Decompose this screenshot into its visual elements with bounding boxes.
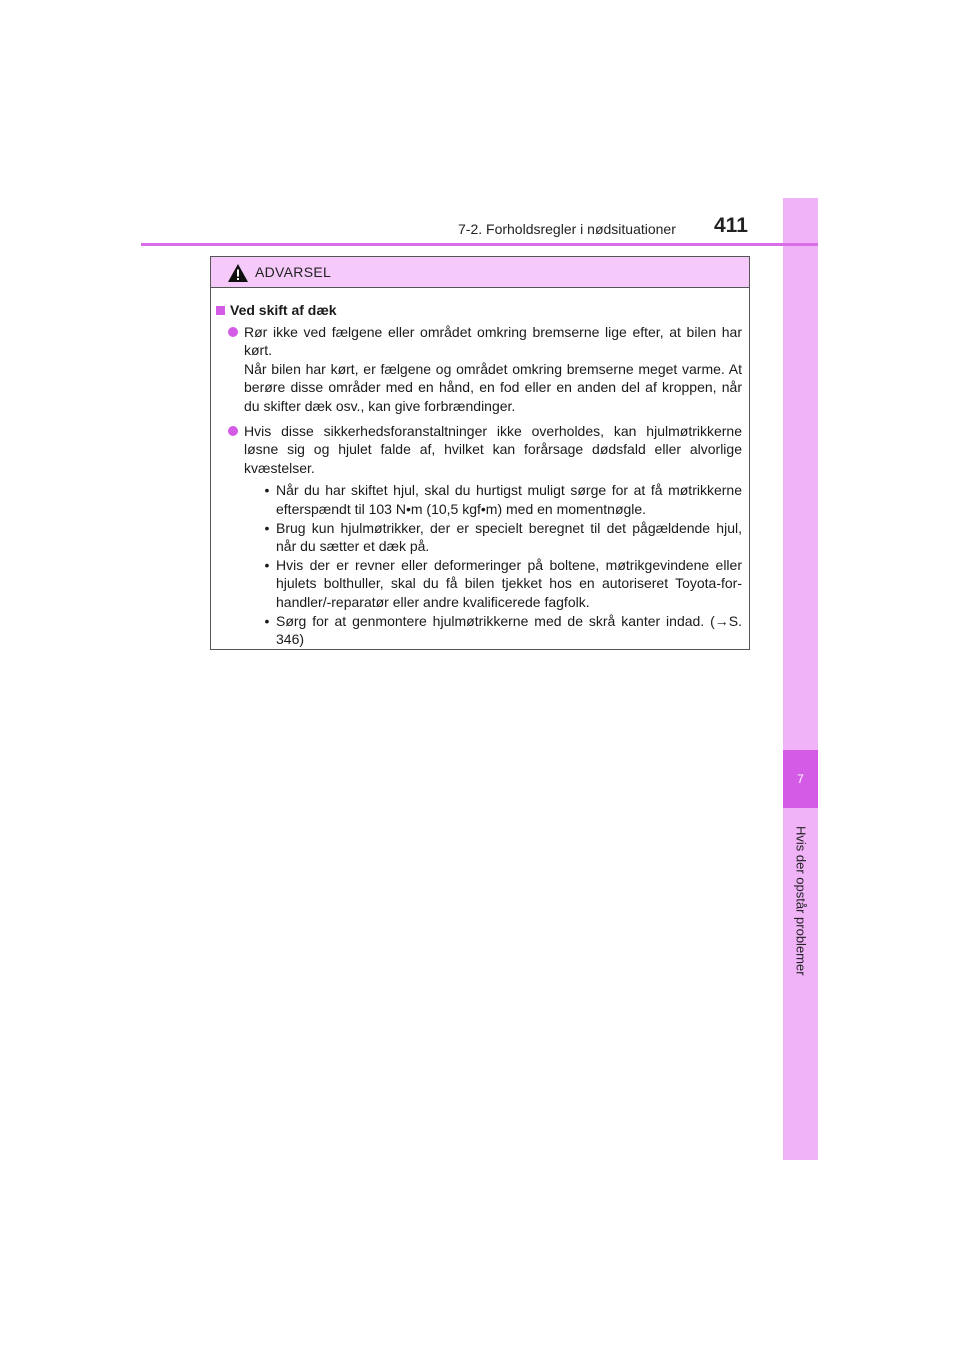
sub-item-text: Brug kun hjulmøtrikker, der er specielt beregnet til det pågældende hjul, når du sætter et dæk på. xyxy=(276,519,742,555)
sub-item: • Sørg for at genmontere hjulmøtrikkerne med de skrå kanter indad. (→S. 346) xyxy=(264,612,742,648)
circle-bullet-icon xyxy=(228,426,238,436)
sub-item: • Brug kun hjulmøtrikker, der er specielt beregnet til det pågældende hjul, når du sætter et dæk på. xyxy=(264,519,742,555)
chapter-side-tab xyxy=(783,198,818,1160)
page-number: 411 xyxy=(714,214,748,237)
section-title-text: Ved skift af dæk xyxy=(230,302,337,318)
bullet-item xyxy=(216,422,742,649)
chapter-title-text: Hvis der opstår problemer xyxy=(793,826,808,976)
sub-item-text: Når du har skiftet hjul, skal du hurtigst muligt sørge for at få møtrikkerne efterspændt til 103 N•m (10,5 kgf•m) med en momentnøgle. xyxy=(276,482,742,517)
sub-item-text: Sørg for at genmontere hjulmøtrikkerne med de skrå kanter indad. (→S. 346) xyxy=(276,612,742,648)
sub-list xyxy=(258,481,742,648)
warning-label: ADVARSEL xyxy=(255,264,332,280)
circle-bullet-icon xyxy=(228,327,238,337)
bullet-text: Rør ikke ved fælgene eller området omkring bremserne lige efter, at bilen har kørt. xyxy=(244,323,742,359)
bullet-text: Hvis disse sikkerhedsforanstaltninger ikke overholdes, kan hjulmøtrikkerne løsne sig og hjulet falde af, hvilket kan forårsage dødsfald eller alvorlige kvæstelser. xyxy=(244,422,742,476)
chapter-number: 7 xyxy=(783,750,818,808)
warning-body xyxy=(211,288,749,649)
bullet-item xyxy=(216,323,742,416)
sub-item: • Når du har skiftet hjul, skal du hurtigst muligt sørge for at få møtrikkerne efterspændt til 103 N•m (10,5 kgf•m) med en momentnøgle. xyxy=(264,482,742,517)
header-section-title: 7-2. Forholdsregler i nødsituationer xyxy=(458,221,676,237)
bullet-text: Når bilen har kørt, er fælgene og området omkring bremserne meget varme. At berøre disse områder med en hånd, en fod eller en anden del af kroppen, når du skifter dæk osv., kan give forbrændinger. xyxy=(244,360,742,414)
sub-item-text: Hvis der er revner eller deformeringer på boltene, møtrikgevindene eller hjulets bolthuller, skal du få bilen tjekket hos en autoriseret Toyota-for-handler/-reparatør eller andre kvalificerede fagfolk. xyxy=(276,556,742,610)
section-title xyxy=(216,301,742,320)
square-bullet-icon xyxy=(216,306,225,315)
header-rule xyxy=(141,243,818,246)
chapter-title xyxy=(783,826,818,1046)
warning-triangle-icon xyxy=(227,263,249,283)
sub-item: • Hvis der er revner eller deformeringer på boltene, møtrikgevindene eller hjulets bolthuller, skal du få bilen tjekket hos en autoriseret Toyota-for-handler/-reparatør eller andre kvalificerede fagfolk. xyxy=(264,556,742,610)
warning-header xyxy=(211,257,749,288)
warning-box xyxy=(210,256,750,650)
